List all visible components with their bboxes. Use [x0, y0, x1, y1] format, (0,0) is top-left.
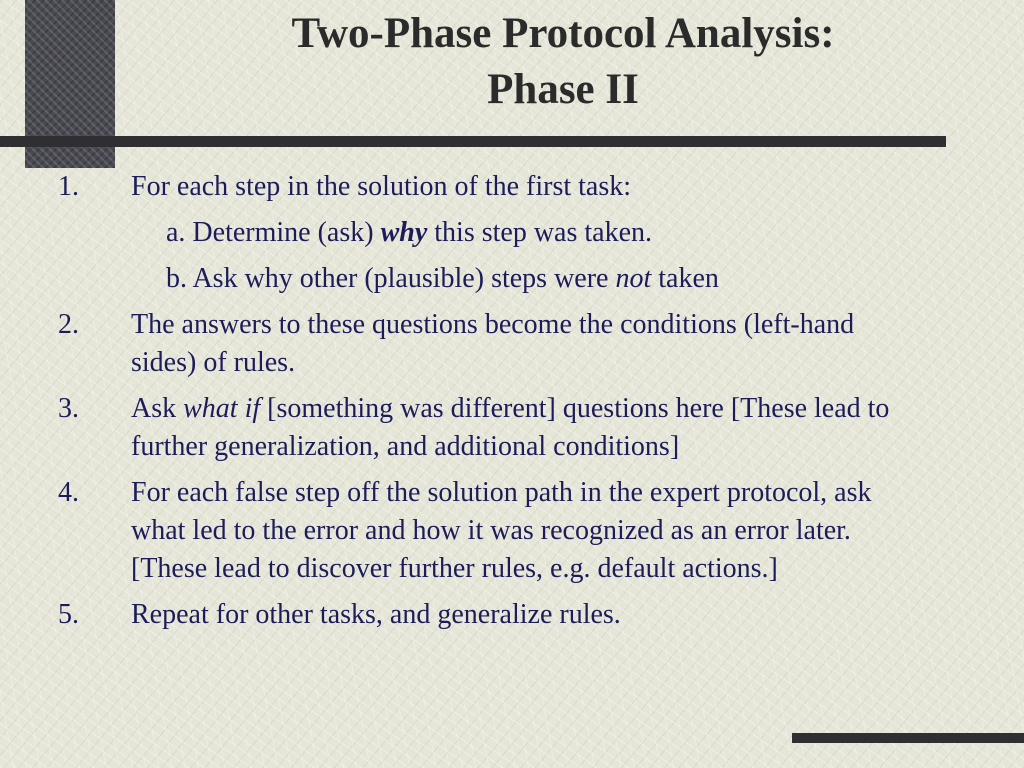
list-number: 4. — [58, 477, 79, 508]
list-item-2 — [58, 306, 918, 382]
sub-item-b — [58, 260, 918, 298]
slide-title — [140, 6, 986, 118]
slide-title-line-2: Phase II — [487, 66, 639, 113]
sub-item-text: b. Ask why other (plausible) steps were — [166, 263, 616, 294]
list-number: 1. — [58, 171, 79, 202]
slide-title-line-1: Two-Phase Protocol Analysis: — [291, 10, 835, 57]
list-item-text: [something was different] questions here [These lead to further generalization, and additional conditions] — [131, 393, 890, 462]
list-number: 3. — [58, 393, 79, 424]
list-item-text: The answers to these questions become the conditions (left-hand sides) of rules. — [131, 309, 855, 378]
slide-body — [58, 168, 918, 642]
list-item-1 — [58, 168, 918, 206]
list-item-text: For each false step off the solution path in the expert protocol, ask what led to the error and how it was recognized as an error later. [These lead to discover further rules, e.g. default actions.] — [131, 477, 872, 584]
list-item-text: For each step in the solution of the first task: — [131, 171, 632, 202]
emphasis-text: what if — [183, 393, 261, 424]
list-item-5 — [58, 596, 918, 634]
title-divider-bar — [0, 136, 946, 147]
list-number: 2. — [58, 309, 79, 340]
list-item-3 — [58, 390, 918, 466]
list-number: 5. — [58, 599, 79, 630]
footer-accent-bar — [792, 733, 1024, 743]
sub-item-text: a. Determine (ask) — [166, 217, 381, 248]
list-item-text: Repeat for other tasks, and generalize rules. — [131, 599, 621, 630]
sub-item-text: taken — [651, 263, 719, 294]
emphasis-text: why — [380, 217, 428, 248]
sub-item-a — [58, 214, 918, 252]
sub-item-text: this step was taken. — [427, 217, 653, 248]
emphasis-text: not — [615, 263, 652, 294]
list-item-4 — [58, 474, 918, 588]
list-item-text: Ask — [131, 393, 184, 424]
